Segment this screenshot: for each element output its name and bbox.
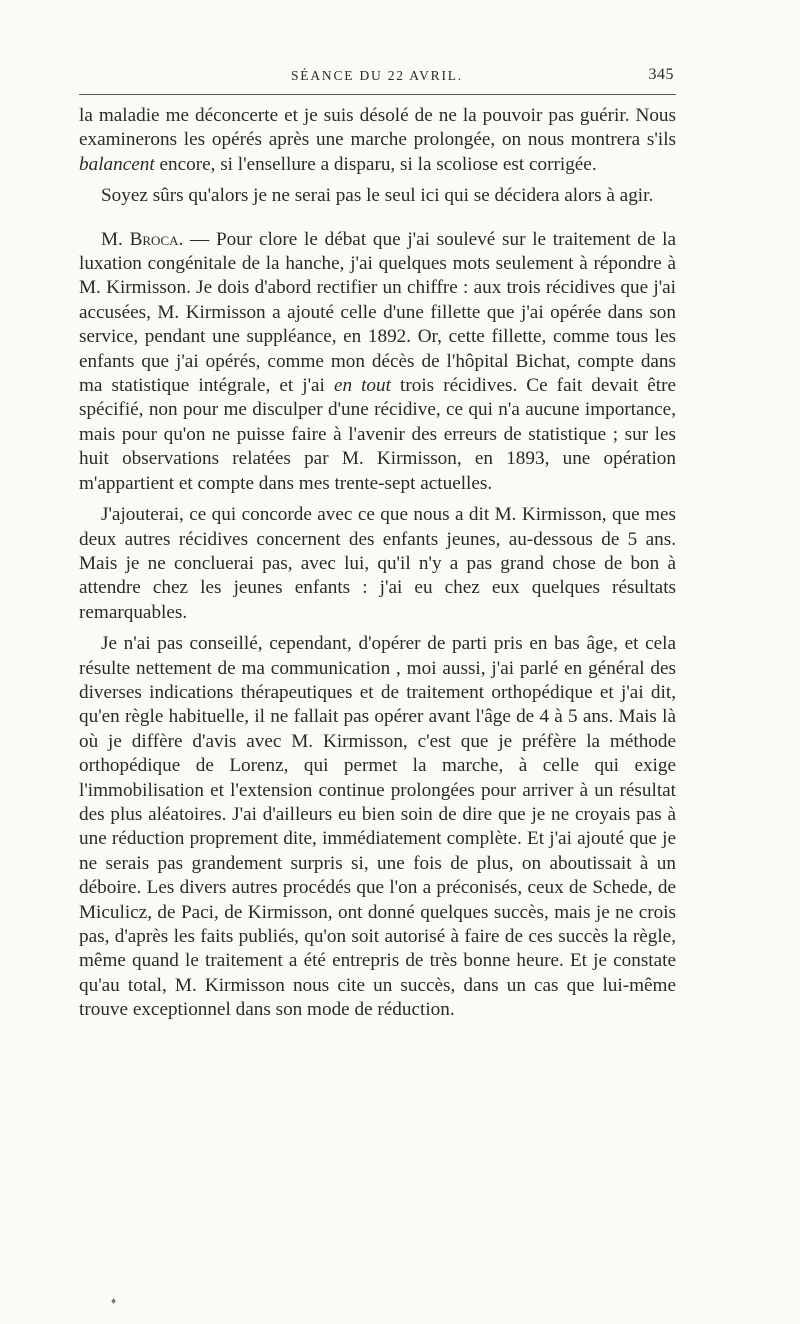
body-text bbox=[79, 104, 676, 1023]
paragraph: Soyez sûrs qu'alors je ne serai pas le seul ici qui se décidera alors à agir. bbox=[101, 185, 654, 207]
running-head bbox=[79, 60, 676, 94]
paragraph: Je n'ai pas conseillé, cependant, d'opérer de parti pris en bas âge, et cela résulte nettement de ma communication , moi aussi, j'ai parlé en général des diverses indications thérapeutiques et de traitement orthopédique et j'ai dit, qu'en règle habituelle, il ne fallait pas opérer avant l'âge de 4 à 5 ans. Mais là où je diffère d'avis avec M. Kirmisson, c'est que je préfère la méthode orthopédique de Lorenz, qui permet la marche, à celle qui exige l'immobilisation et l'extension continue prolongées pour arriver à un résultat des plus aléatoires. J'ai d'ailleurs eu bien soin de dire que je ne croyais pas à une réduction proprement dite, immédiatement complète. Et j'ai ajouté que je ne serais pas grandement surpris si, une fois de plus, on aboutissait à un déboire. Les divers autres procédés que l'on a préconisés, ceux de Schede, de Miculicz, de Paci, de Kirmisson, ont donné quelques succès, mais je ne crois pas, d'après les faits publiés, qu'on soit autorisé à faire de ces succès la règle, même quand le traitement a été entrepris de très bonne heure. Et je constate qu'au total, M. Kirmisson nous cite un succès, dans un cas que lui-même trouve exceptionnel dans son mode de réduction. bbox=[79, 633, 676, 1021]
italic-term: balancent bbox=[79, 153, 155, 175]
speaker-name: M. Broca. bbox=[101, 228, 184, 250]
page-number: 345 bbox=[648, 66, 674, 83]
printer-mark: ♦ bbox=[111, 1296, 117, 1307]
paragraph-continuation: la maladie me déconcerte et je suis désolé de ne la pouvoir pas guérir. Nous examinerons les opérés après une marche prolongée, on nous montrera s'ils balancent encore, si l'ensellure a disparu, si la scoliose est corrigée. bbox=[79, 105, 676, 175]
book-page bbox=[79, 60, 676, 1023]
italic-term: en tout bbox=[333, 375, 391, 397]
running-title: SÉANCE DU 22 AVRIL. bbox=[291, 68, 463, 83]
paragraph: J'ajouterai, ce qui concorde avec ce que nous a dit M. Kirmisson, que mes deux autres récidives concernent des enfants jeunes, au-dessous de 5 ans. Mais je ne concluerai pas, avec lui, qu'il n'y a pas grand chose de bon à attendre chez les jeunes enfants : j'ai eu chez eux quelques résultats remarquables. bbox=[79, 504, 676, 623]
header-rule bbox=[79, 94, 676, 95]
paragraph-speaker: M. Broca. — Pour clore le débat que j'ai soulevé sur le traitement de la luxation congénitale de la hanche, j'ai quelques mots seulement à répondre à M. Kirmisson. Je dois d'abord rectifier un chiffre : aux trois récidives que j'ai accusées, M. Kirmisson a ajouté celle d'une fillette que j'ai opérée dans son service, pendant une suppléance, en 1892. Or, cette fillette, comme tous les enfants que j'ai opérés, comme mon décès de l'hôpital Bichat, compte dans ma statistique intégrale, et j'ai en tout trois récidives. Ce fait devait être spécifié, non pour me disculper d'une récidive, ce qui n'a aucune importance, mais pour qu'on ne puisse faire à l'avenir des erreurs de statistique ; sur les huit observations relatées par M. Kirmisson, en 1893, une opération m'appartient et compte dans mes trente-sept actuelles. bbox=[79, 228, 676, 494]
